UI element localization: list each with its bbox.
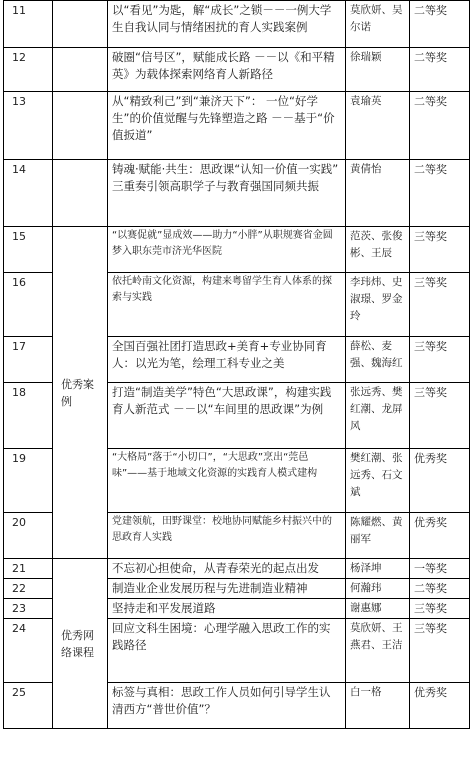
authors: 杨泽坤 (346, 559, 410, 579)
course-title: 回应文科生困境：心理学融入思政工作的实践路径 (108, 619, 346, 683)
award-level: 三等奖 (410, 337, 470, 383)
course-title: 标签与真相：思政工作人员如何引导学生认清西方“普世价值”？ (108, 683, 346, 729)
course-title: 制造业企业发展历程与先进制造业精神 (108, 579, 346, 599)
award-level: 二等奖 (410, 48, 470, 92)
row-number: 14 (4, 160, 53, 227)
case-title: 以“看见”为匙，解“成长”之锁－－一例大学生自我认同与情绪困扰的育人实践案例 (108, 1, 346, 48)
table-row (4, 160, 470, 227)
row-number: 22 (4, 579, 53, 599)
authors: 袁瑜英 (346, 92, 410, 160)
case-title: “大格局”落于“小切口”，“大思政”烹出“莞邑味”——基于地域文化资源的实践育人模式建构 (108, 449, 346, 513)
authors: 黄倩怡 (346, 160, 410, 227)
case-title: 全国百强社团打造思政+美育+专业协同育人：以光为笔，绘理工科专业之美 (108, 337, 346, 383)
category-cell-empty (53, 160, 108, 227)
category-cell-empty (53, 92, 108, 160)
row-number: 13 (4, 92, 53, 160)
authors: 薛松、麦强、魏海红 (346, 337, 410, 383)
award-level: 三等奖 (410, 227, 470, 273)
case-title: 依托岭南文化资源，构建来粤留学生育人体系的探索与实践 (108, 273, 346, 337)
row-number: 17 (4, 337, 53, 383)
table-row (4, 48, 470, 92)
award-level: 优秀奖 (410, 683, 470, 729)
row-number: 25 (4, 683, 53, 729)
category-label: 优秀案例 (53, 227, 108, 559)
row-number: 12 (4, 48, 53, 92)
course-title: 坚持走和平发展道路 (108, 599, 346, 619)
row-number: 23 (4, 599, 53, 619)
table-row (4, 559, 470, 579)
authors: 谢惠娜 (346, 599, 410, 619)
row-number: 16 (4, 273, 53, 337)
award-level: 三等奖 (410, 599, 470, 619)
authors: 樊红潮、张远秀、石文斌 (346, 449, 410, 513)
authors: 范茨、张俊彬、王辰 (346, 227, 410, 273)
award-level: 二等奖 (410, 579, 470, 599)
row-number: 20 (4, 513, 53, 559)
authors: 白一格 (346, 683, 410, 729)
award-level: 三等奖 (410, 619, 470, 683)
row-number: 21 (4, 559, 53, 579)
authors: 莫欣妍、吴尔诺 (346, 1, 410, 48)
case-title: 铸魂·赋能·共生：思政课“认知一价值一实践” 三重奏引领高职学子与教育强国同频共振 (108, 160, 346, 227)
case-title: 打造“制造美学”特色“大思政课”，构建实践育人新范式 －－以“车间里的思政课”为例 (108, 383, 346, 449)
authors: 莫欣妍、王燕君、王洁 (346, 619, 410, 683)
award-level: 三等奖 (410, 383, 470, 449)
case-title: “以赛促就”显成效——助力“小胖”从职规赛省金圆梦入职东莞市济光华医院 (108, 227, 346, 273)
table-row (4, 1, 470, 48)
case-title: 从“精致利己”到“兼济天下”： 一位“好学生”的价值觉醒与先锋塑造之路 －－基于“价值扳道” (108, 92, 346, 160)
case-title: 破圈“信号区”，赋能成长路 －－以《和平精英》为载体探索网络育人新路径 (108, 48, 346, 92)
row-number: 11 (4, 1, 53, 48)
award-level: 优秀奖 (410, 513, 470, 559)
category-cell-empty (53, 1, 108, 48)
course-title: 不忘初心担使命，从青春荣光的起点出发 (108, 559, 346, 579)
authors: 何瀚玮 (346, 579, 410, 599)
category-label: 优秀网络课程 (53, 559, 108, 729)
case-title: 党建领航，田野课堂：校地协同赋能乡村振兴中的思政育人实践 (108, 513, 346, 559)
row-number: 15 (4, 227, 53, 273)
row-number: 24 (4, 619, 53, 683)
authors: 张远秀、樊红潮、龙屏风 (346, 383, 410, 449)
authors: 陈耀燃、黄丽军 (346, 513, 410, 559)
award-level: 一等奖 (410, 559, 470, 579)
row-number: 18 (4, 383, 53, 449)
authors: 徐瑞颖 (346, 48, 410, 92)
category-cell-empty (53, 48, 108, 92)
award-level: 二等奖 (410, 92, 470, 160)
award-level: 三等奖 (410, 273, 470, 337)
table-row (4, 92, 470, 160)
table-row (4, 227, 470, 273)
award-level: 二等奖 (410, 1, 470, 48)
award-level: 二等奖 (410, 160, 470, 227)
authors: 李玮炜、史淑璟、罗金玲 (346, 273, 410, 337)
award-level: 优秀奖 (410, 449, 470, 513)
awards-table (3, 0, 470, 729)
row-number: 19 (4, 449, 53, 513)
